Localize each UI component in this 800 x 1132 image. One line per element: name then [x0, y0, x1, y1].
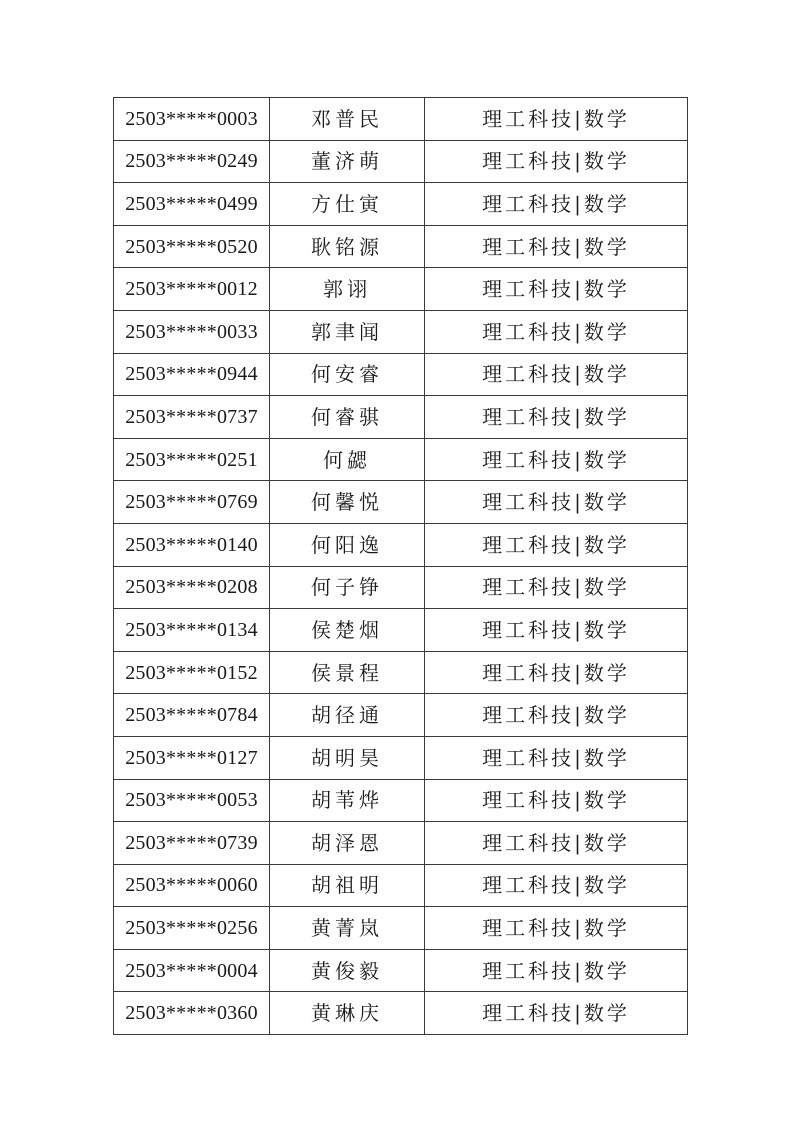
candidate-id-cell: 2503*****0739 — [114, 822, 270, 865]
major-cell: 理工科技|数学 — [425, 736, 688, 779]
table-row — [114, 98, 688, 141]
major-cell: 理工科技|数学 — [425, 310, 688, 353]
student-name-cell: 何安睿 — [270, 353, 425, 396]
major-cell: 理工科技|数学 — [425, 438, 688, 481]
student-name-cell: 黄菁岚 — [270, 907, 425, 950]
candidate-id-cell: 2503*****0003 — [114, 98, 270, 141]
candidate-id-cell: 2503*****0769 — [114, 481, 270, 524]
student-name-cell: 何馨悦 — [270, 481, 425, 524]
major-cell: 理工科技|数学 — [425, 183, 688, 226]
table-row — [114, 822, 688, 865]
student-name-cell: 胡祖明 — [270, 864, 425, 907]
table-row — [114, 268, 688, 311]
candidate-id-cell: 2503*****0944 — [114, 353, 270, 396]
roster-table-body — [114, 98, 688, 1035]
student-name-cell: 胡苇烨 — [270, 779, 425, 822]
table-row — [114, 183, 688, 226]
candidate-id-cell: 2503*****0499 — [114, 183, 270, 226]
candidate-id-cell: 2503*****0134 — [114, 609, 270, 652]
major-cell: 理工科技|数学 — [425, 992, 688, 1035]
student-name-cell: 胡明昊 — [270, 736, 425, 779]
student-name-cell: 何睿骐 — [270, 396, 425, 439]
major-cell: 理工科技|数学 — [425, 140, 688, 183]
candidate-id-cell: 2503*****0140 — [114, 523, 270, 566]
table-row — [114, 396, 688, 439]
student-name-cell: 何勰 — [270, 438, 425, 481]
candidate-id-cell: 2503*****0004 — [114, 949, 270, 992]
table-row — [114, 736, 688, 779]
table-row — [114, 949, 688, 992]
table-row — [114, 566, 688, 609]
student-name-cell: 胡径通 — [270, 694, 425, 737]
student-name-cell: 何阳逸 — [270, 523, 425, 566]
table-row — [114, 694, 688, 737]
candidate-id-cell: 2503*****0208 — [114, 566, 270, 609]
candidate-id-cell: 2503*****0012 — [114, 268, 270, 311]
student-name-cell: 黄琳庆 — [270, 992, 425, 1035]
table-row — [114, 609, 688, 652]
major-cell: 理工科技|数学 — [425, 694, 688, 737]
table-row — [114, 140, 688, 183]
table-row — [114, 438, 688, 481]
table-row — [114, 523, 688, 566]
student-name-cell: 耿铭源 — [270, 225, 425, 268]
student-name-cell: 郭聿闻 — [270, 310, 425, 353]
candidate-id-cell: 2503*****0053 — [114, 779, 270, 822]
student-name-cell: 郭诩 — [270, 268, 425, 311]
major-cell: 理工科技|数学 — [425, 609, 688, 652]
major-cell: 理工科技|数学 — [425, 268, 688, 311]
table-row — [114, 864, 688, 907]
major-cell: 理工科技|数学 — [425, 523, 688, 566]
table-row — [114, 779, 688, 822]
major-cell: 理工科技|数学 — [425, 907, 688, 950]
table-row — [114, 992, 688, 1035]
candidate-id-cell: 2503*****0249 — [114, 140, 270, 183]
candidate-id-cell: 2503*****0127 — [114, 736, 270, 779]
major-cell: 理工科技|数学 — [425, 779, 688, 822]
student-name-cell: 侯楚烟 — [270, 609, 425, 652]
major-cell: 理工科技|数学 — [425, 481, 688, 524]
table-row — [114, 310, 688, 353]
major-cell: 理工科技|数学 — [425, 651, 688, 694]
student-name-cell: 何子铮 — [270, 566, 425, 609]
table-row — [114, 353, 688, 396]
candidate-id-cell: 2503*****0033 — [114, 310, 270, 353]
candidate-id-cell: 2503*****0360 — [114, 992, 270, 1035]
admission-roster-table — [113, 97, 688, 1035]
candidate-id-cell: 2503*****0251 — [114, 438, 270, 481]
major-cell: 理工科技|数学 — [425, 98, 688, 141]
major-cell: 理工科技|数学 — [425, 353, 688, 396]
table-row — [114, 907, 688, 950]
table-row — [114, 481, 688, 524]
student-name-cell: 邓普民 — [270, 98, 425, 141]
student-name-cell: 侯景程 — [270, 651, 425, 694]
student-name-cell: 胡泽恩 — [270, 822, 425, 865]
student-name-cell: 方仕寅 — [270, 183, 425, 226]
major-cell: 理工科技|数学 — [425, 864, 688, 907]
candidate-id-cell: 2503*****0737 — [114, 396, 270, 439]
candidate-id-cell: 2503*****0784 — [114, 694, 270, 737]
table-row — [114, 225, 688, 268]
candidate-id-cell: 2503*****0152 — [114, 651, 270, 694]
major-cell: 理工科技|数学 — [425, 949, 688, 992]
student-name-cell: 董济萌 — [270, 140, 425, 183]
student-name-cell: 黄俊毅 — [270, 949, 425, 992]
candidate-id-cell: 2503*****0060 — [114, 864, 270, 907]
major-cell: 理工科技|数学 — [425, 566, 688, 609]
table-row — [114, 651, 688, 694]
candidate-id-cell: 2503*****0520 — [114, 225, 270, 268]
major-cell: 理工科技|数学 — [425, 822, 688, 865]
major-cell: 理工科技|数学 — [425, 396, 688, 439]
major-cell: 理工科技|数学 — [425, 225, 688, 268]
candidate-id-cell: 2503*****0256 — [114, 907, 270, 950]
